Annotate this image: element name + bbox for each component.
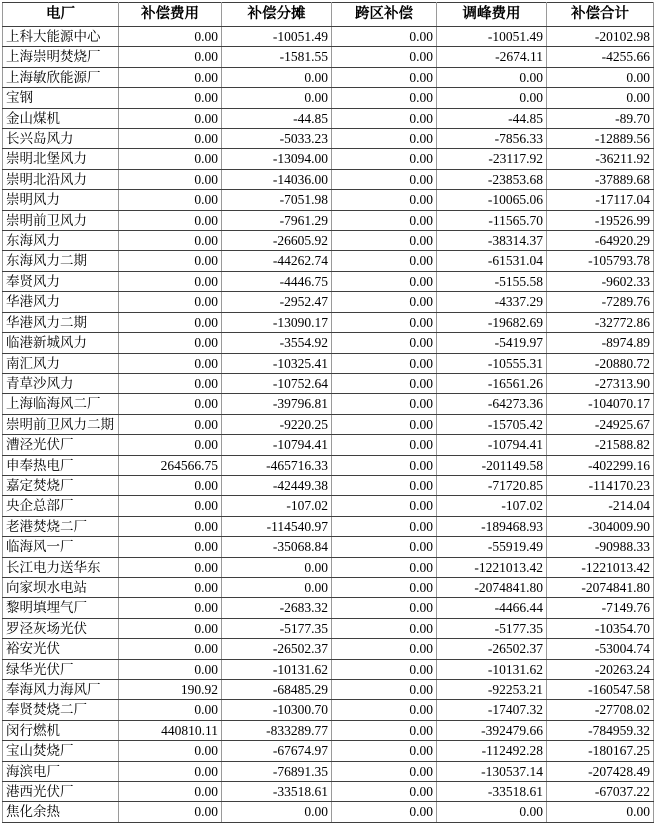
plant-name-cell: 黎明填埋气厂 (3, 598, 119, 618)
plant-name-cell: 裕安光伏 (3, 639, 119, 659)
value-cell: -833289.77 (222, 720, 332, 740)
value-cell: 0.00 (332, 231, 437, 251)
compensation-table (2, 2, 654, 823)
table-row (3, 353, 654, 373)
value-cell: -26605.92 (222, 231, 332, 251)
value-cell: 0.00 (332, 169, 437, 189)
value-cell: -12889.56 (547, 129, 654, 149)
value-cell: 0.00 (332, 455, 437, 475)
value-cell: -37889.68 (547, 169, 654, 189)
value-cell: -13090.17 (222, 312, 332, 332)
value-cell: 0.00 (119, 659, 222, 679)
value-cell: -76891.35 (222, 761, 332, 781)
table-row (3, 333, 654, 353)
table-row (3, 782, 654, 802)
value-cell: -4466.44 (437, 598, 547, 618)
value-cell: -17407.32 (437, 700, 547, 720)
value-cell: -21588.82 (547, 435, 654, 455)
plant-name-cell: 上海临海风二厂 (3, 394, 119, 414)
value-cell: -10065.06 (437, 190, 547, 210)
table-row (3, 435, 654, 455)
table-row (3, 231, 654, 251)
value-cell: 0.00 (119, 312, 222, 332)
value-cell: 0.00 (119, 169, 222, 189)
plant-name-cell: 港西光伏厂 (3, 782, 119, 802)
value-cell: 0.00 (332, 557, 437, 577)
value-cell: 0.00 (332, 210, 437, 230)
value-cell: 0.00 (332, 251, 437, 271)
value-cell: -2683.32 (222, 598, 332, 618)
value-cell: -71720.85 (437, 475, 547, 495)
column-header-allocation: 补偿分摊 (222, 3, 332, 27)
value-cell: 0.00 (437, 88, 547, 108)
value-cell: -4255.66 (547, 47, 654, 67)
table-row (3, 292, 654, 312)
value-cell: 0.00 (119, 373, 222, 393)
value-cell: 0.00 (332, 496, 437, 516)
value-cell: -23117.92 (437, 149, 547, 169)
value-cell: 0.00 (332, 741, 437, 761)
value-cell: 0.00 (119, 537, 222, 557)
table-row (3, 680, 654, 700)
value-cell: 0.00 (332, 639, 437, 659)
value-cell: 0.00 (119, 557, 222, 577)
value-cell: 0.00 (119, 741, 222, 761)
value-cell: -44.85 (222, 108, 332, 128)
value-cell: -7289.76 (547, 292, 654, 312)
column-header-total: 补偿合计 (547, 3, 654, 27)
plant-name-cell: 海滨电厂 (3, 761, 119, 781)
plant-name-cell: 向家坝水电站 (3, 577, 119, 597)
value-cell: 264566.75 (119, 455, 222, 475)
value-cell: 0.00 (222, 557, 332, 577)
plant-name-cell: 上海崇明焚烧厂 (3, 47, 119, 67)
value-cell: 0.00 (119, 251, 222, 271)
value-cell: -7961.29 (222, 210, 332, 230)
value-cell: 0.00 (332, 700, 437, 720)
table-row (3, 394, 654, 414)
plant-name-cell: 崇明前卫风力 (3, 210, 119, 230)
value-cell: -104070.17 (547, 394, 654, 414)
value-cell: 0.00 (119, 598, 222, 618)
plant-name-cell: 华港风力二期 (3, 312, 119, 332)
value-cell: -1221013.42 (547, 557, 654, 577)
plant-name-cell: 崇明前卫风力二期 (3, 414, 119, 434)
value-cell: 0.00 (332, 414, 437, 434)
value-cell: -392479.66 (437, 720, 547, 740)
value-cell: 0.00 (119, 394, 222, 414)
value-cell: 0.00 (119, 190, 222, 210)
value-cell: -9220.25 (222, 414, 332, 434)
table-header-row (3, 3, 654, 27)
value-cell: 0.00 (119, 435, 222, 455)
plant-name-cell: 罗泾灰场光伏 (3, 618, 119, 638)
value-cell: 0.00 (332, 394, 437, 414)
table-row (3, 169, 654, 189)
value-cell: 0.00 (332, 271, 437, 291)
value-cell: 0.00 (222, 67, 332, 87)
value-cell: -112492.28 (437, 741, 547, 761)
value-cell: 0.00 (332, 333, 437, 353)
value-cell: 0.00 (332, 190, 437, 210)
plant-name-cell: 央企总部厂 (3, 496, 119, 516)
value-cell: -15705.42 (437, 414, 547, 434)
value-cell: -20263.24 (547, 659, 654, 679)
plant-name-cell: 崇明北沿风力 (3, 169, 119, 189)
table-row (3, 598, 654, 618)
value-cell: -10325.41 (222, 353, 332, 373)
table-row (3, 496, 654, 516)
value-cell: -26502.37 (437, 639, 547, 659)
value-cell: -2674.11 (437, 47, 547, 67)
value-cell: 0.00 (119, 27, 222, 47)
value-cell: -67674.97 (222, 741, 332, 761)
value-cell: -7149.76 (547, 598, 654, 618)
value-cell: -2074841.80 (547, 577, 654, 597)
value-cell: 0.00 (119, 639, 222, 659)
plant-name-cell: 奉贤风力 (3, 271, 119, 291)
value-cell: -33518.61 (222, 782, 332, 802)
column-header-plant: 电厂 (3, 3, 119, 27)
value-cell: 0.00 (332, 475, 437, 495)
value-cell: 0.00 (332, 720, 437, 740)
table-row (3, 129, 654, 149)
table-row (3, 190, 654, 210)
column-header-cross-region: 跨区补偿 (332, 3, 437, 27)
value-cell: 0.00 (119, 108, 222, 128)
table-row (3, 108, 654, 128)
value-cell: -16561.26 (437, 373, 547, 393)
value-cell: 0.00 (437, 67, 547, 87)
value-cell: -20880.72 (547, 353, 654, 373)
value-cell: -10794.41 (437, 435, 547, 455)
value-cell: -130537.14 (437, 761, 547, 781)
value-cell: -55919.49 (437, 537, 547, 557)
value-cell: -207428.49 (547, 761, 654, 781)
value-cell: -44262.74 (222, 251, 332, 271)
table-row (3, 720, 654, 740)
value-cell: 0.00 (119, 782, 222, 802)
table-row (3, 312, 654, 332)
value-cell: 0.00 (332, 659, 437, 679)
value-cell: -3554.92 (222, 333, 332, 353)
value-cell: 0.00 (119, 577, 222, 597)
plant-name-cell: 绿华光伏厂 (3, 659, 119, 679)
value-cell: -402299.16 (547, 455, 654, 475)
plant-name-cell: 宝钢 (3, 88, 119, 108)
value-cell: -304009.90 (547, 516, 654, 536)
table-row (3, 67, 654, 87)
plant-name-cell: 漕泾光伏厂 (3, 435, 119, 455)
table-row (3, 210, 654, 230)
value-cell: 0.00 (332, 802, 437, 822)
value-cell: 0.00 (119, 149, 222, 169)
value-cell: 0.00 (547, 802, 654, 822)
plant-name-cell: 长兴岛风力 (3, 129, 119, 149)
value-cell: 0.00 (119, 333, 222, 353)
value-cell: 0.00 (119, 210, 222, 230)
value-cell: 0.00 (332, 27, 437, 47)
value-cell: 0.00 (332, 67, 437, 87)
value-cell: -1221013.42 (437, 557, 547, 577)
value-cell: 0.00 (119, 67, 222, 87)
value-cell: -784959.32 (547, 720, 654, 740)
value-cell: -5419.97 (437, 333, 547, 353)
value-cell: -160547.58 (547, 680, 654, 700)
value-cell: -27313.90 (547, 373, 654, 393)
table-row (3, 516, 654, 536)
value-cell: -33518.61 (437, 782, 547, 802)
value-cell: -38314.37 (437, 231, 547, 251)
value-cell: 0.00 (119, 761, 222, 781)
column-header-compensation-fee: 补偿费用 (119, 3, 222, 27)
value-cell: 0.00 (222, 88, 332, 108)
plant-name-cell: 南汇风力 (3, 353, 119, 373)
value-cell: 0.00 (119, 231, 222, 251)
value-cell: 0.00 (332, 292, 437, 312)
table-row (3, 741, 654, 761)
value-cell: 0.00 (332, 516, 437, 536)
value-cell: 0.00 (332, 373, 437, 393)
table-row (3, 271, 654, 291)
plant-name-cell: 上海敏欣能源厂 (3, 67, 119, 87)
value-cell: 0.00 (119, 618, 222, 638)
table-row (3, 414, 654, 434)
value-cell: -465716.33 (222, 455, 332, 475)
plant-name-cell: 长江电力送华东 (3, 557, 119, 577)
value-cell: 0.00 (332, 537, 437, 557)
value-cell: -10752.64 (222, 373, 332, 393)
value-cell: -114170.23 (547, 475, 654, 495)
plant-name-cell: 临港新城风力 (3, 333, 119, 353)
value-cell: 0.00 (332, 47, 437, 67)
value-cell: -53004.74 (547, 639, 654, 659)
value-cell: 0.00 (119, 802, 222, 822)
value-cell: -39796.81 (222, 394, 332, 414)
value-cell: 0.00 (222, 577, 332, 597)
value-cell: 0.00 (437, 802, 547, 822)
value-cell: 0.00 (332, 353, 437, 373)
value-cell: 0.00 (332, 577, 437, 597)
value-cell: -10300.70 (222, 700, 332, 720)
value-cell: -20102.98 (547, 27, 654, 47)
value-cell: -4337.29 (437, 292, 547, 312)
value-cell: -27708.02 (547, 700, 654, 720)
value-cell: -64273.36 (437, 394, 547, 414)
table-row (3, 639, 654, 659)
value-cell: -105793.78 (547, 251, 654, 271)
value-cell: 440810.11 (119, 720, 222, 740)
value-cell: -17117.04 (547, 190, 654, 210)
value-cell: 0.00 (119, 292, 222, 312)
value-cell: 0.00 (119, 271, 222, 291)
table-row (3, 373, 654, 393)
value-cell: 0.00 (119, 496, 222, 516)
plant-name-cell: 嘉定焚烧厂 (3, 475, 119, 495)
table-row (3, 618, 654, 638)
value-cell: -5033.23 (222, 129, 332, 149)
value-cell: -201149.58 (437, 455, 547, 475)
table-row (3, 700, 654, 720)
table-row (3, 27, 654, 47)
table-row (3, 537, 654, 557)
value-cell: -180167.25 (547, 741, 654, 761)
plant-name-cell: 东海风力 (3, 231, 119, 251)
plant-name-cell: 华港风力 (3, 292, 119, 312)
value-cell: 0.00 (119, 129, 222, 149)
value-cell: -10794.41 (222, 435, 332, 455)
value-cell: -44.85 (437, 108, 547, 128)
value-cell: 0.00 (332, 129, 437, 149)
value-cell: -189468.93 (437, 516, 547, 536)
value-cell: -10354.70 (547, 618, 654, 638)
value-cell: -90988.33 (547, 537, 654, 557)
value-cell: -10051.49 (222, 27, 332, 47)
value-cell: -114540.97 (222, 516, 332, 536)
table-row (3, 455, 654, 475)
value-cell: 0.00 (222, 802, 332, 822)
value-cell: -67037.22 (547, 782, 654, 802)
table-row (3, 659, 654, 679)
value-cell: 190.92 (119, 680, 222, 700)
table-row (3, 47, 654, 67)
value-cell: -26502.37 (222, 639, 332, 659)
value-cell: 0.00 (547, 88, 654, 108)
table-row (3, 557, 654, 577)
plant-name-cell: 金山煤机 (3, 108, 119, 128)
value-cell: -5155.58 (437, 271, 547, 291)
table-row (3, 149, 654, 169)
value-cell: 0.00 (332, 782, 437, 802)
value-cell: -42449.38 (222, 475, 332, 495)
value-cell: -19682.69 (437, 312, 547, 332)
value-cell: 0.00 (119, 414, 222, 434)
value-cell: -7051.98 (222, 190, 332, 210)
value-cell: -19526.99 (547, 210, 654, 230)
table-row (3, 761, 654, 781)
value-cell: -8974.89 (547, 333, 654, 353)
value-cell: 0.00 (332, 618, 437, 638)
value-cell: -24925.67 (547, 414, 654, 434)
value-cell: -64920.29 (547, 231, 654, 251)
plant-name-cell: 老港焚烧二厂 (3, 516, 119, 536)
value-cell: 0.00 (119, 516, 222, 536)
table-row (3, 88, 654, 108)
value-cell: -11565.70 (437, 210, 547, 230)
value-cell: -214.04 (547, 496, 654, 516)
value-cell: -36211.92 (547, 149, 654, 169)
value-cell: -10051.49 (437, 27, 547, 47)
value-cell: 0.00 (332, 149, 437, 169)
value-cell: -4446.75 (222, 271, 332, 291)
value-cell: 0.00 (119, 353, 222, 373)
value-cell: -32772.86 (547, 312, 654, 332)
value-cell: 0.00 (119, 700, 222, 720)
value-cell: -10555.31 (437, 353, 547, 373)
value-cell: -5177.35 (222, 618, 332, 638)
plant-name-cell: 东海风力二期 (3, 251, 119, 271)
table-row (3, 251, 654, 271)
plant-name-cell: 焦化余热 (3, 802, 119, 822)
plant-name-cell: 临海风一厂 (3, 537, 119, 557)
value-cell: -61531.04 (437, 251, 547, 271)
plant-name-cell: 崇明风力 (3, 190, 119, 210)
value-cell: 0.00 (547, 67, 654, 87)
plant-name-cell: 闵行燃机 (3, 720, 119, 740)
value-cell: -2074841.80 (437, 577, 547, 597)
table-row (3, 577, 654, 597)
plant-name-cell: 宝山焚烧厂 (3, 741, 119, 761)
plant-name-cell: 上科大能源中心 (3, 27, 119, 47)
value-cell: 0.00 (332, 598, 437, 618)
value-cell: 0.00 (332, 108, 437, 128)
table-row (3, 802, 654, 822)
plant-name-cell: 青草沙风力 (3, 373, 119, 393)
value-cell: 0.00 (332, 88, 437, 108)
value-cell: -5177.35 (437, 618, 547, 638)
value-cell: 0.00 (332, 435, 437, 455)
value-cell: -14036.00 (222, 169, 332, 189)
value-cell: -35068.84 (222, 537, 332, 557)
plant-name-cell: 奉贤焚烧二厂 (3, 700, 119, 720)
value-cell: -2952.47 (222, 292, 332, 312)
table-body (3, 27, 654, 823)
plant-name-cell: 申奉热电厂 (3, 455, 119, 475)
value-cell: 0.00 (119, 47, 222, 67)
value-cell: 0.00 (119, 88, 222, 108)
value-cell: -23853.68 (437, 169, 547, 189)
value-cell: -10131.62 (437, 659, 547, 679)
value-cell: -89.70 (547, 108, 654, 128)
plant-name-cell: 奉海风力海风厂 (3, 680, 119, 700)
value-cell: -92253.21 (437, 680, 547, 700)
value-cell: -1581.55 (222, 47, 332, 67)
value-cell: 0.00 (332, 312, 437, 332)
value-cell: 0.00 (332, 761, 437, 781)
plant-name-cell: 崇明北堡风力 (3, 149, 119, 169)
table-row (3, 475, 654, 495)
value-cell: -13094.00 (222, 149, 332, 169)
value-cell: -7856.33 (437, 129, 547, 149)
value-cell: 0.00 (332, 680, 437, 700)
value-cell: 0.00 (119, 475, 222, 495)
value-cell: -107.02 (222, 496, 332, 516)
column-header-peak-fee: 调峰费用 (437, 3, 547, 27)
value-cell: -10131.62 (222, 659, 332, 679)
value-cell: -107.02 (437, 496, 547, 516)
value-cell: -9602.33 (547, 271, 654, 291)
value-cell: -68485.29 (222, 680, 332, 700)
